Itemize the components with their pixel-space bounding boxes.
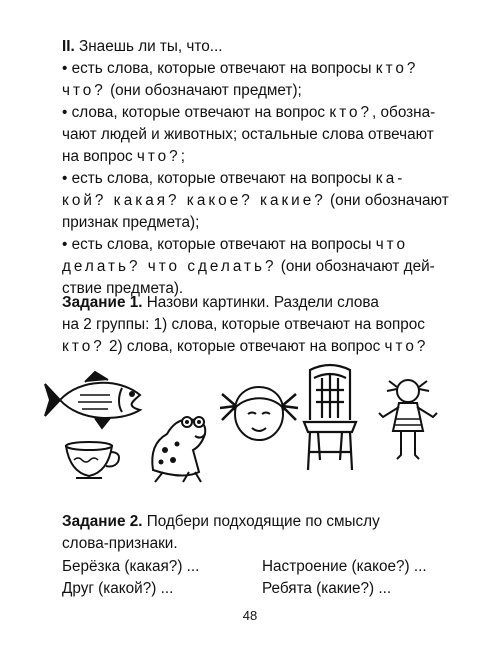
task-1-line-2: на 2 группы: 1) слова, которые отвечают на вопрос (62, 316, 425, 333)
bullet-1-text: • есть слова, которые отвечают на вопросы (62, 60, 376, 77)
task-2-label: Задание 2. (62, 513, 143, 530)
question-words: кой? какая? какое? какие? (62, 192, 326, 209)
task-1-text (62, 292, 462, 358)
section-2-title: Знаешь ли ты, что... (79, 38, 223, 55)
question-word: ка- (375, 170, 406, 187)
task-1-label: Задание 1. (62, 294, 143, 311)
bullet-3-line-3: признак предмета); (62, 214, 200, 231)
bullet-4-line-2 (62, 256, 462, 278)
bullet-4-text: • есть слова, которые отвечают на вопросы (62, 236, 376, 253)
section-2-marker: II. (62, 38, 75, 55)
bullet-4-line-3: ствие предмета). (62, 280, 184, 297)
bullet-2-text: , обозна- (372, 104, 436, 121)
question-word: что? (384, 338, 429, 355)
question-word: что? (62, 82, 106, 99)
bullet-1-line-1 (62, 58, 462, 80)
task-2-item: Друг (какой?) ... (62, 580, 174, 597)
task-2-line-1 (62, 511, 462, 533)
frog-icon (143, 410, 219, 484)
bullet-1-line-2 (62, 80, 462, 102)
question-word: кто? (62, 338, 105, 355)
bullet-2-line-2: чают людей и животных; остальные слова отвечают (62, 126, 434, 143)
task-2-item: Настроение (какое?) ... (262, 558, 427, 575)
bullet-2-text: • слова, которые отвечают на вопрос (62, 104, 330, 121)
bullet-4-line-1 (62, 234, 462, 256)
task-1-instruction: 2) слова, которые отвечают на вопрос (104, 338, 385, 355)
task-1-line-3 (62, 336, 462, 358)
girl-head-icon (218, 370, 300, 452)
bullet-3-text: (они обозначают (325, 192, 449, 209)
bullet-2-text: на вопрос (62, 148, 137, 165)
page-number: 48 (242, 608, 258, 623)
question-word: что? (136, 148, 181, 165)
bullet-1-text: (они обозначают предмет); (105, 82, 302, 99)
task-2-item: Берёзка (какая?) ... (62, 558, 200, 575)
question-word: кто? (375, 60, 419, 77)
bullet-3-line-1 (62, 168, 462, 190)
bullet-2-line-3 (62, 146, 462, 168)
bullet-2-line-1 (62, 102, 462, 124)
question-word: что (375, 236, 409, 253)
question-words: делать? что сделать? (62, 258, 277, 275)
section-2-text (62, 36, 462, 300)
task-2-item: Ребята (какие?) ... (262, 580, 392, 597)
fish-icon (40, 370, 160, 430)
section-2-heading (62, 36, 462, 58)
girl-doll-icon (375, 375, 441, 465)
task-2-instruction: Подбери подходящие по смыслу (142, 513, 380, 530)
question-word: кто? (329, 104, 373, 121)
bullet-3-text: • есть слова, которые отвечают на вопросы (62, 170, 376, 187)
bullet-4-text: (они обозначают дей- (276, 258, 435, 275)
chair-icon (300, 360, 360, 472)
task-1-instruction: Назови картинки. Раздели слова (142, 294, 379, 311)
task-2-line-2: слова-признаки. (62, 535, 178, 552)
task-1-line-1 (62, 292, 462, 314)
cup-icon (62, 440, 124, 482)
bullet-3-line-2 (62, 190, 462, 212)
bullet-2-text: ; (180, 148, 185, 165)
task-2-text (62, 511, 462, 555)
